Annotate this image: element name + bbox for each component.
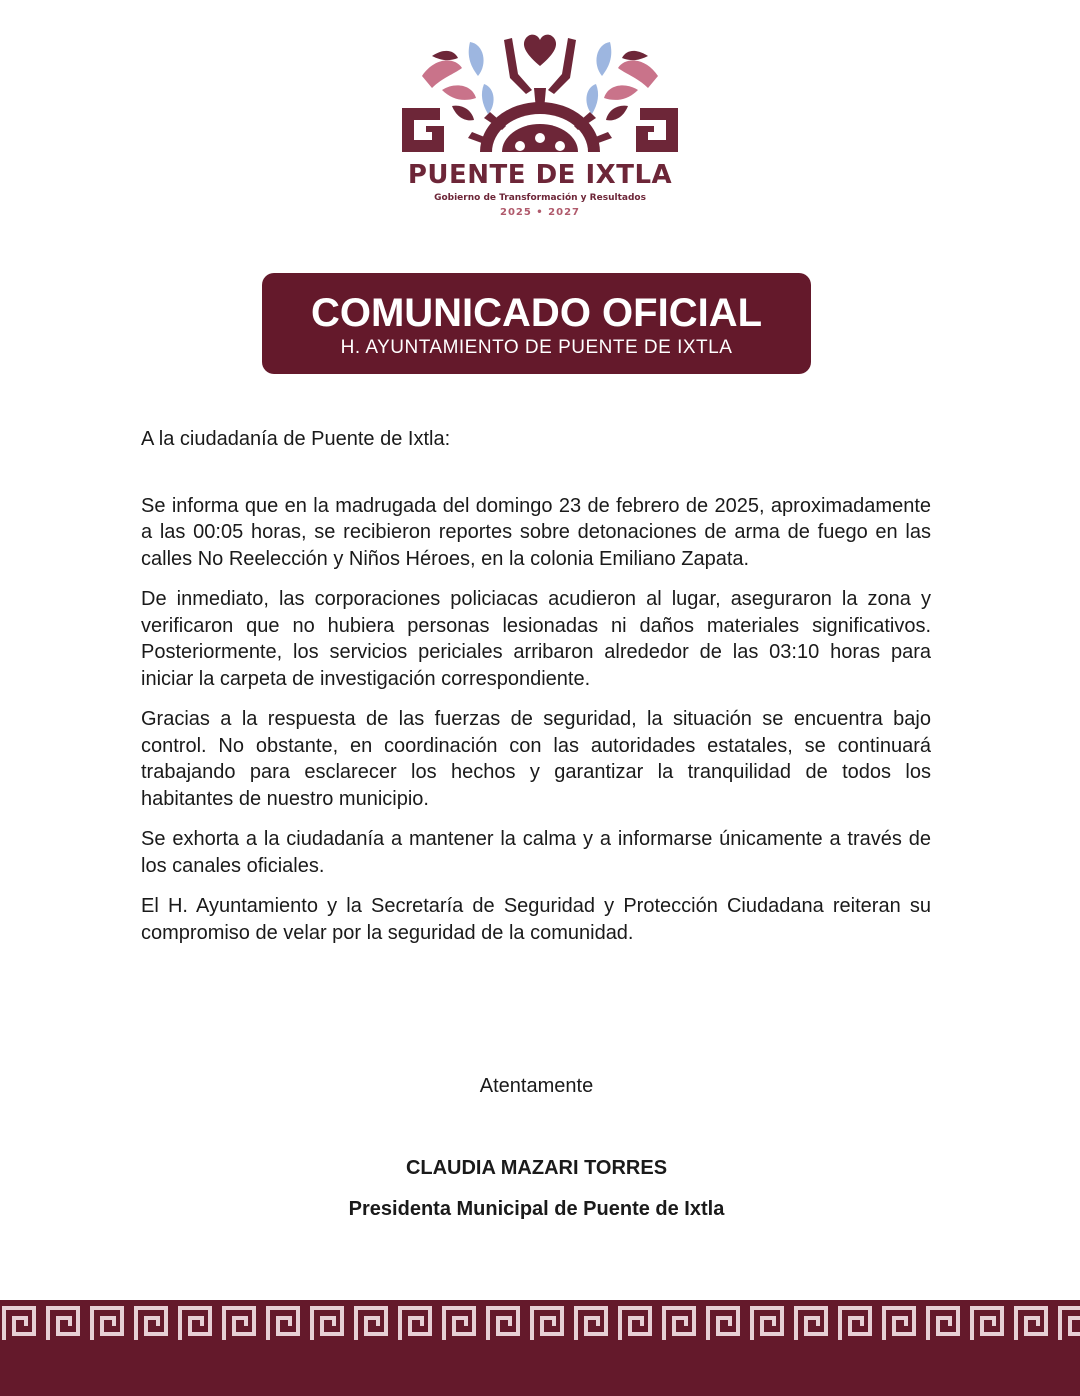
logo-subtitle: Gobierno de Transformación y Resultados [434, 193, 646, 203]
closing: Atentamente [479, 1075, 594, 1097]
greca-pattern-icon [0, 1300, 1080, 1396]
banner-title: COMUNICADO OFICIAL [310, 291, 763, 335]
logo-years: 2025 • 2027 [499, 207, 581, 218]
header-logo [0, 0, 1080, 240]
logo-title: PUENTE DE IXTLA [407, 160, 673, 190]
body-paragraph: De inmediato, las corporaciones policiacas acudieron al lugar, aseguraron la zona y verificaron que no hubiera personas lesionadas ni daños materiales significativos. Posteriormente, los servicios periciales arribaron alrededor de las 03:10 horas para iniciar la carpeta de investigación correspondiente. [141, 588, 931, 690]
communique-body [141, 426, 931, 960]
title-banner [262, 273, 811, 374]
body-paragraph: Gracias a la respuesta de las fuerzas de seguridad, la situación se encuentra bajo control. No obstante, en coordinación con las autoridades estatales, se continuará trabajando para esclarecer los hechos y garantizar la tranquilidad de todos los habitantes de nuestro municipio. [141, 708, 931, 810]
banner-subtitle: H. AYUNTAMIENTO DE PUENTE DE IXTLA [340, 337, 733, 358]
body-paragraph: Se informa que en la madrugada del domingo 23 de febrero de 2025, aproximadamente a las 00:05 horas, se recibieron reportes sobre detonaciones de arma de fuego en las calles No Reelección y Niños Héroes, en la colonia Emiliano Zapata. [141, 494, 931, 570]
puente-de-ixtla-emblem-icon [392, 28, 688, 158]
greeting: A la ciudadanía de Puente de Ixtla: [141, 428, 451, 450]
body-paragraph: Se exhorta a la ciudadanía a mantener la calma y a informarse únicamente a través de los canales oficiales. [141, 828, 931, 877]
body-paragraph: El H. Ayuntamiento y la Secretaría de Seguridad y Protección Ciudadana reiteran su compromiso de velar por la seguridad de la comunidad. [141, 895, 931, 944]
signatory-title: Presidenta Municipal de Puente de Ixtla [348, 1198, 725, 1220]
signatory-name: CLAUDIA MAZARI TORRES [405, 1157, 668, 1179]
